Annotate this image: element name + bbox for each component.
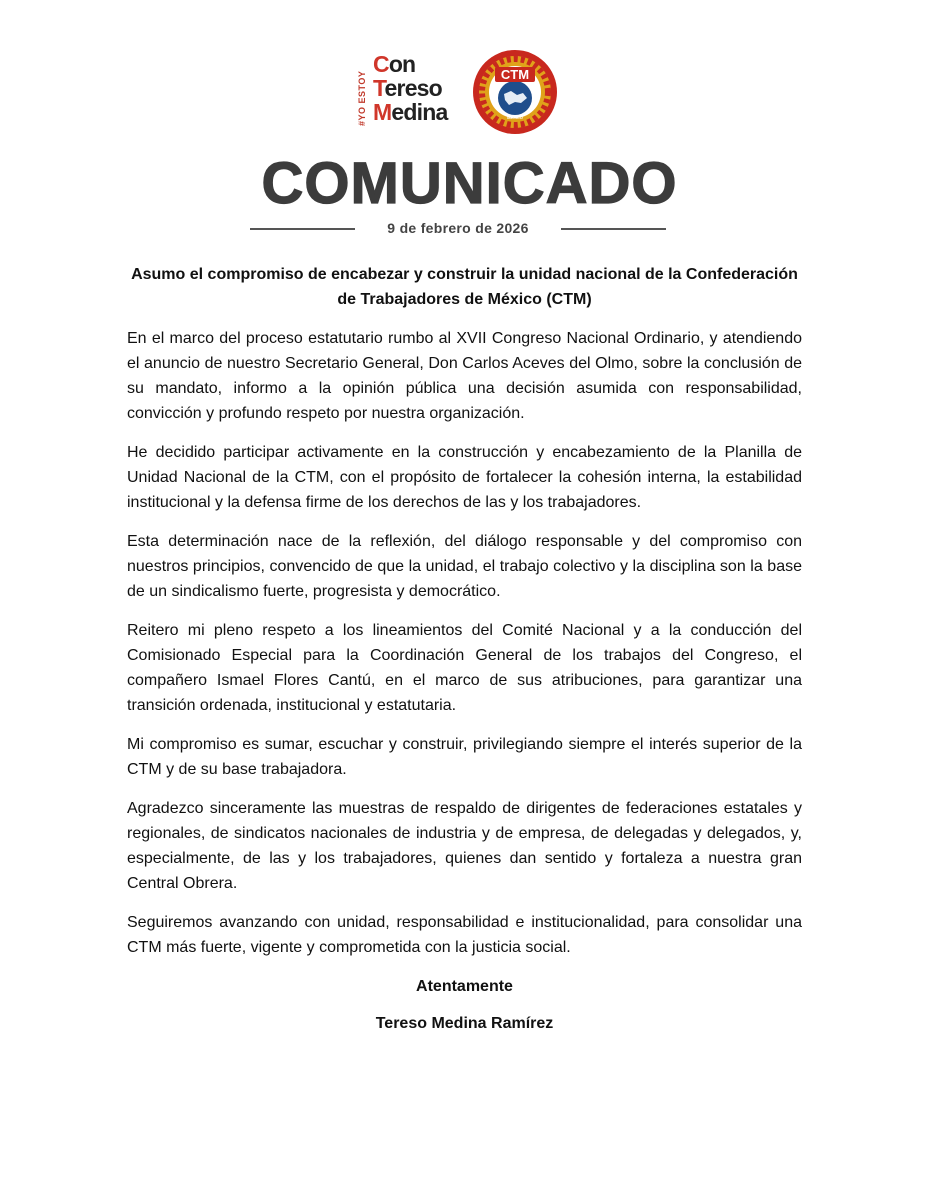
logo-line-3: Medina — [373, 99, 448, 125]
seal-ctm-text: CTM — [500, 67, 530, 82]
body-paragraph: Esta determinación nace de la reflexión, del diálogo responsable y del compromiso con nuestros principios, convencido de que la unidad, el trabajo colectivo y la disciplina son la base de un sindicalismo fuerte, progresista y democrático. — [127, 533, 802, 600]
con-tereso-medina-logo — [355, 52, 453, 136]
body-paragraph: Seguiremos avanzando con unidad, responsabilidad e institucionalidad, para consolidar una CTM más fuerte, vigente y comprometida con la justicia social. — [127, 914, 802, 956]
closing-salutation: Atentamente — [416, 978, 513, 995]
date-row — [250, 218, 666, 238]
body-paragraph: He decidido participar activamente en la construcción y encabezamiento de la Planilla de Unidad Nacional de la CTM, con el propósito de fortalecer la cohesión interna, la estabilidad institucional y la defensa firme de los derechos de las y los trabajadores. — [127, 444, 802, 511]
body-paragraph: Reitero mi pleno respeto a los lineamientos del Comité Nacional y a la conducción del Comisionado Especial para la Coordinación General de los trabajos del Congreso, el compañero Ismael Flores Cantú, en el marco de sus atribuciones, para garantizar una transición ordenada, institucional y estatutaria. — [127, 622, 802, 714]
logo-line-1: Con — [373, 51, 416, 77]
body-paragraph: Agradezco sinceramente las muestras de respaldo de dirigentes de federaciones estatales y regionales, de sindicatos nacionales de industria y de empresa, de delegadas y delegados, y, especialmente, de las y los trabajadores, quienes dan sentido y fortaleza a nuestra gran Central Obrera. — [127, 800, 802, 892]
seal-sub-text: MEXICO — [507, 115, 523, 120]
signature-name: Tereso Medina Ramírez — [375, 1015, 554, 1032]
release-subtitle: Asumo el compromiso de encabezar y construir la unidad nacional de la Confederación de Trabajadores de México (CTM) — [131, 266, 798, 308]
ctm-seal-logo — [471, 48, 559, 136]
body-paragraph: Mi compromiso es sumar, escuchar y construir, privilegiando siempre el interés superior de la CTM y de su base trabajadora. — [127, 736, 802, 778]
yo-estoy-tag: #YO ESTOY — [357, 70, 367, 126]
logo-wordmark — [373, 52, 447, 124]
body-paragraph: En el marco del proceso estatutario rumbo al XVII Congreso Nacional Ordinario, y atendiendo el anuncio de nuestro Secretario General, Don Carlos Aceves del Olmo, sobre la conclusión de su mandato, informo a la opinión pública una decisión asumida con responsabilidad, convicción y profundo respeto por nuestra organización. — [127, 330, 802, 422]
header-logos — [355, 48, 570, 138]
date-divider-left — [250, 228, 355, 230]
page-title: COMUNICADO — [261, 151, 678, 216]
release-date: 9 de febrero de 2026 — [387, 220, 529, 236]
date-divider-right — [561, 228, 666, 230]
logo-line-2: Tereso — [373, 75, 442, 101]
release-body — [127, 262, 802, 1036]
